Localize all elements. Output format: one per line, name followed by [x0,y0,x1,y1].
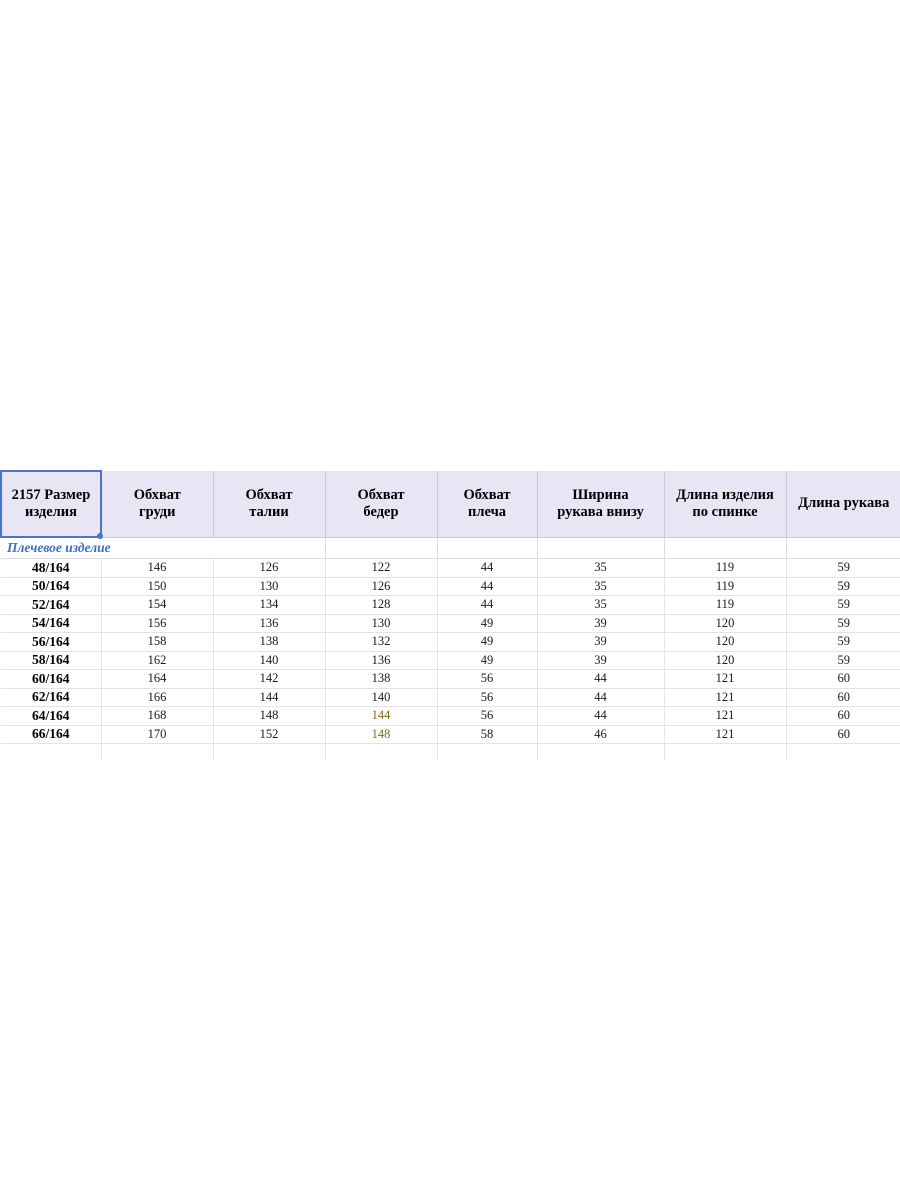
size-table [0,470,900,760]
table-row [1,670,900,689]
cell-upper-arm: 56 [437,670,537,689]
table-tail-row [1,744,900,761]
cell-sleeve-length: 59 [786,596,900,615]
cell-upper-arm: 56 [437,707,537,726]
table-row [1,651,900,670]
table-row [1,614,900,633]
cell-waist: 152 [213,725,325,744]
header-row [1,471,900,537]
cell-back-length: 119 [664,577,786,596]
column-header-sleeve-width-line1: Ширина [572,486,629,503]
cell-upper-arm: 58 [437,725,537,744]
cell-chest: 168 [101,707,213,726]
cell-chest: 170 [101,725,213,744]
cell-size: 48/164 [1,559,101,578]
cell-chest: 166 [101,688,213,707]
column-header-sleeve-length-line1: Длина рукава [798,495,890,512]
cell-waist: 130 [213,577,325,596]
cell-back-length: 120 [664,633,786,652]
column-header-waist-line2: талии [249,503,289,520]
cell-size: 50/164 [1,577,101,596]
cell-sleeve-length: 60 [786,688,900,707]
column-header-sleeve-width[interactable] [537,471,664,537]
column-header-upper-arm[interactable] [437,471,537,537]
column-header-back-length[interactable] [664,471,786,537]
table-body [1,537,900,760]
cell-waist: 134 [213,596,325,615]
cell-upper-arm: 49 [437,651,537,670]
cell-sleeve-length: 59 [786,633,900,652]
cell-upper-arm: 44 [437,559,537,578]
cell-sleeve-length: 59 [786,614,900,633]
section-blank-cell [213,537,325,559]
cell-upper-arm: 44 [437,577,537,596]
cell-sleeve-length: 59 [786,577,900,596]
cell-sleeve-width: 35 [537,577,664,596]
cell-sleeve-length: 60 [786,725,900,744]
cell-back-length: 121 [664,670,786,689]
section-blank-cell [664,537,786,559]
cell-sleeve-length: 60 [786,707,900,726]
cell-waist: 140 [213,651,325,670]
table-row [1,559,900,578]
cell-hips: 132 [325,633,437,652]
tail-cell [664,744,786,761]
cell-size: 58/164 [1,651,101,670]
cell-hips: 126 [325,577,437,596]
column-header-hips-line2: бедер [363,503,399,520]
cell-back-length: 119 [664,559,786,578]
cell-sleeve-length: 59 [786,651,900,670]
tail-cell [213,744,325,761]
column-header-size[interactable] [1,471,101,537]
table-row [1,633,900,652]
cell-chest: 164 [101,670,213,689]
cell-hips: 130 [325,614,437,633]
cell-size: 56/164 [1,633,101,652]
cell-size: 54/164 [1,614,101,633]
tail-cell [437,744,537,761]
cell-chest: 150 [101,577,213,596]
cell-size: 64/164 [1,707,101,726]
column-header-upper-arm-line1: Обхват [463,486,511,503]
cell-waist: 126 [213,559,325,578]
cell-upper-arm: 44 [437,596,537,615]
column-header-size-line2: изделия [24,504,78,520]
cell-size: 62/164 [1,688,101,707]
cell-back-length: 120 [664,651,786,670]
selection-handle[interactable] [97,533,103,539]
cell-sleeve-width: 44 [537,670,664,689]
tail-cell [1,744,101,761]
cell-hips: 140 [325,688,437,707]
section-blank-cell [437,537,537,559]
cell-size: 52/164 [1,596,101,615]
column-header-hips[interactable] [325,471,437,537]
section-row [1,537,900,559]
cell-chest: 156 [101,614,213,633]
tail-cell [325,744,437,761]
column-header-upper-arm-line2: плеча [468,503,506,520]
cell-sleeve-width: 44 [537,707,664,726]
cell-back-length: 121 [664,725,786,744]
cell-sleeve-width: 39 [537,614,664,633]
cell-sleeve-width: 35 [537,559,664,578]
column-header-waist[interactable] [213,471,325,537]
column-header-size-line1: 2157 Размер [11,486,91,503]
cell-upper-arm: 49 [437,633,537,652]
cell-hips: 138 [325,670,437,689]
column-header-chest-line1: Обхват [133,486,181,503]
cell-sleeve-length: 60 [786,670,900,689]
cell-size: 66/164 [1,725,101,744]
cell-hips: 122 [325,559,437,578]
section-blank-cell [537,537,664,559]
cell-chest: 158 [101,633,213,652]
cell-hips: 144 [325,707,437,726]
column-header-chest-line2: груди [139,503,176,520]
cell-waist: 138 [213,633,325,652]
table-row [1,577,900,596]
cell-sleeve-width: 35 [537,596,664,615]
cell-chest: 154 [101,596,213,615]
cell-size: 60/164 [1,670,101,689]
cell-sleeve-width: 44 [537,688,664,707]
section-label: Плечевое изделие [1,537,213,559]
table-row [1,688,900,707]
table-row [1,725,900,744]
column-header-waist-line1: Обхват [245,486,293,503]
cell-sleeve-width: 46 [537,725,664,744]
cell-hips: 136 [325,651,437,670]
cell-sleeve-length: 59 [786,559,900,578]
cell-back-length: 121 [664,688,786,707]
cell-hips: 148 [325,725,437,744]
table-row [1,596,900,615]
cell-back-length: 119 [664,596,786,615]
column-header-sleeve-width-line2: рукава внизу [557,503,644,520]
cell-waist: 148 [213,707,325,726]
size-chart-sheet [0,470,900,760]
column-header-back-length-line1: Длина изделия [676,486,774,503]
cell-sleeve-width: 39 [537,633,664,652]
cell-sleeve-width: 39 [537,651,664,670]
cell-waist: 142 [213,670,325,689]
cell-upper-arm: 49 [437,614,537,633]
cell-waist: 136 [213,614,325,633]
tail-cell [786,744,900,761]
cell-back-length: 121 [664,707,786,726]
column-header-sleeve-length[interactable] [786,471,900,537]
column-header-hips-line1: Обхват [357,486,405,503]
section-blank-cell [786,537,900,559]
cell-chest: 146 [101,559,213,578]
table-row [1,707,900,726]
cell-waist: 144 [213,688,325,707]
tail-cell [537,744,664,761]
cell-hips: 128 [325,596,437,615]
tail-cell [101,744,213,761]
cell-back-length: 120 [664,614,786,633]
table-header [1,471,900,537]
cell-chest: 162 [101,651,213,670]
cell-upper-arm: 56 [437,688,537,707]
section-blank-cell [325,537,437,559]
column-header-back-length-line2: по спинке [692,503,758,520]
column-header-chest[interactable] [101,471,213,537]
